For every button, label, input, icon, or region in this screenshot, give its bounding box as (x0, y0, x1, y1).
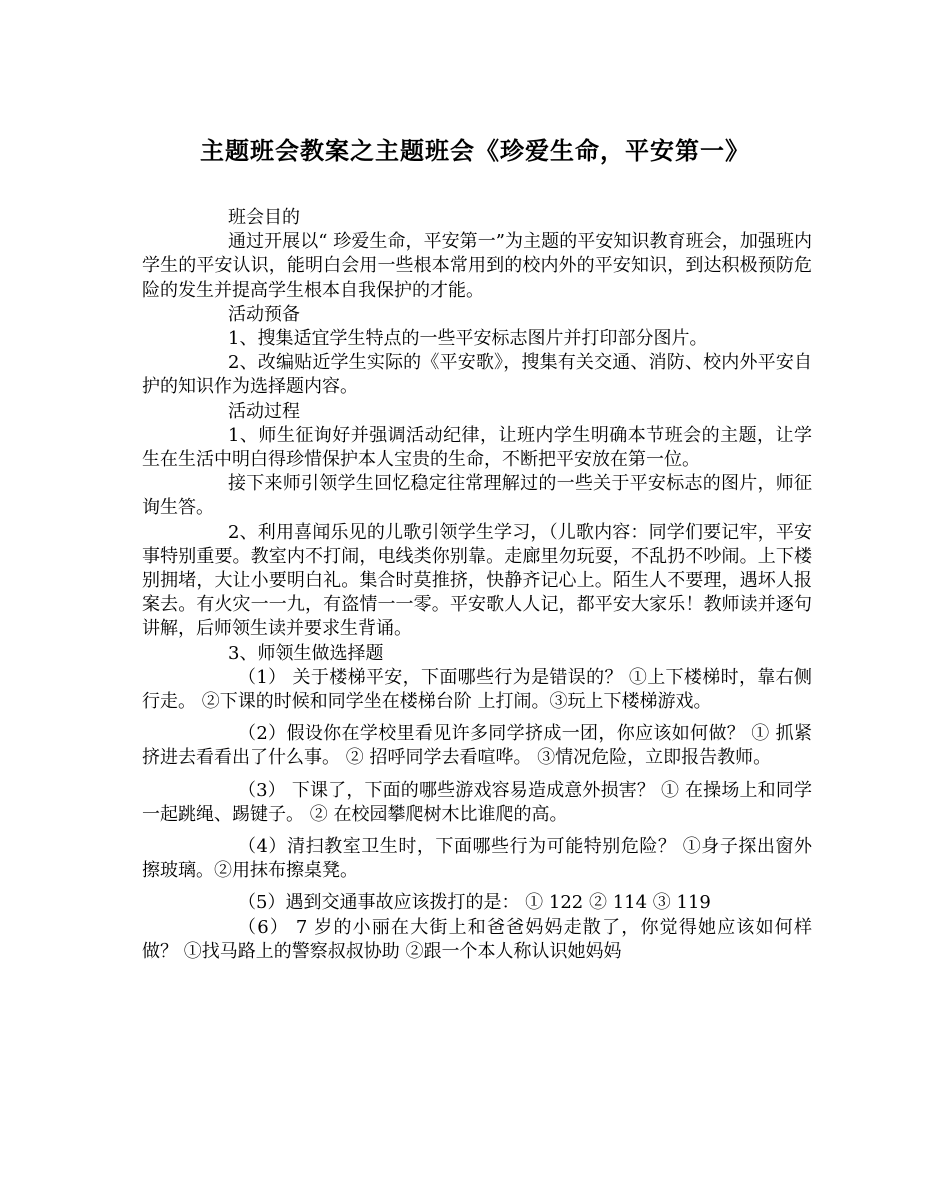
spacer (142, 827, 812, 835)
paragraph-process-3: 3、师领生做选择题 (228, 642, 384, 664)
spacer (142, 883, 812, 891)
paragraph-preparation-1: 1、搜集适宜学生特点的一些平安标志图片并打印部分图片。 (228, 328, 708, 350)
question-4: （4）清扫教室卫生时，下面哪些行为可能特别危险？ ①身子探出窗外擦玻璃。②用抹布擦桌凳。 (142, 836, 812, 882)
document-title: 主题班会教案之主题班会《珍爱生命，平安第一》 (200, 136, 750, 165)
paragraph-preparation-2: 2、改编贴近学生实际的《平安歌》，搜集有关交通、消防、校内外平安自护的知识作为选择题内容。 (142, 352, 812, 398)
section-heading-preparation: 活动预备 (228, 303, 300, 325)
document-body (142, 206, 812, 964)
paragraph-process-2: 2、利用喜闻乐见的儿歌引领学生学习，（儿歌内容：同学们要记牢，平安事特别重要。教室内不打闹，电线类你别靠。走廊里勿玩耍，不乱扔不吵闹。上下楼别拥堵，大让小要明白礼。集合时莫推挤，快静齐记心上。陌生人不要理，遇坏人报案去。有火灾一一九，有盗情一一零。平安歌人人记，都平安大家乐！教师读并逐句讲解，后师领生读并要求生背诵。 (142, 521, 812, 640)
question-6: （6） 7 岁的小丽在大街上和爸爸妈妈走散了，你觉得她应该如何样做？ ①找马路上的警察叔叔协助 ②跟一个本人称认识她妈妈 (142, 916, 812, 962)
spacer (142, 771, 812, 779)
spacer (142, 714, 812, 722)
paragraph-process-1: 1、师生征询好并强调活动纪律，让班内学生明确本节班会的主题，让学生在生活中明白得珍惜保护本人宝贵的生命，不断把平安放在第一位。 (142, 424, 812, 471)
question-3: （3） 下课了，下面的哪些游戏容易造成意外损害？ ① 在操场上和同学一起跳绳、踢键子。 ② 在校园攀爬树木比谁爬的高。 (142, 779, 812, 825)
question-5: （5）遇到交通事故应该拨打的是： ① 122 ② 114 ③ 119 (238, 892, 711, 914)
paragraph-purpose: 通过开展以“ 珍爱生命，平安第一”为主题的平安知识教育班会，加强班内学生的平安认识，能明白会用一些根本常用到的校内外的平安知识，到达积极预防危险的发生并提高学生根本自我保护的才能。 (142, 231, 812, 301)
section-heading-process: 活动过程 (228, 400, 300, 422)
question-1: （1） 关于楼梯平安，下面哪些行为是错误的？ ①上下楼梯时，靠右侧行走。 ②下课的时候和同学坐在楼梯台阶 上打闹。③玩上下楼梯游戏。 (142, 666, 812, 713)
section-heading-purpose: 班会目的 (228, 207, 300, 228)
question-2: （2）假设你在学校里看见许多同学挤成一团，你应该如何做？ ① 抓紧挤进去看看出了什么事。 ② 招呼同学去看喧哗。 ③情况危险，立即报告教师。 (142, 723, 812, 769)
paragraph-process-1b: 接下来师引领学生回忆稳定往常理解过的一些关于平安标志的图片，师征询生答。 (142, 473, 812, 519)
